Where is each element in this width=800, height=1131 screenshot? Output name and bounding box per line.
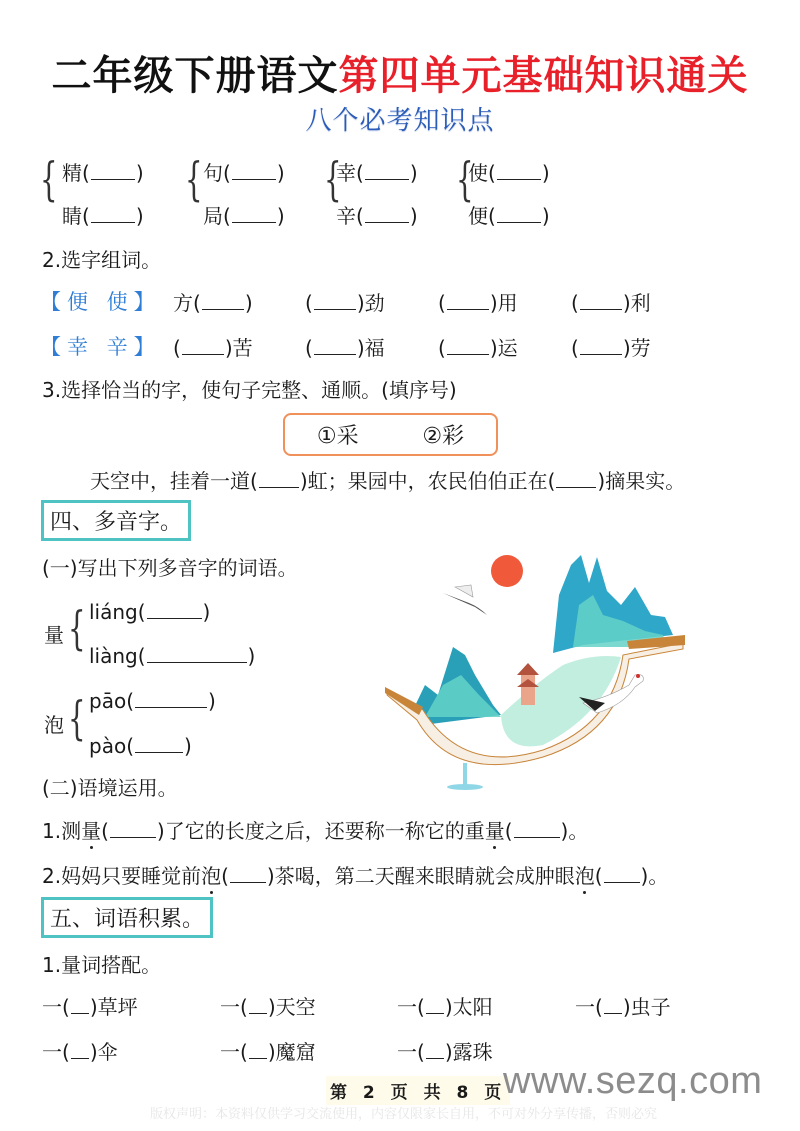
fill-sentence: 天空中，挂着一道( )虹；果园中，农民伯伯正在( )摘果实。 [90,469,686,493]
landscape-scroll-illustration [383,535,693,800]
copyright-note: 版权声明：本资料仅供学习交流使用，内容仅限家长自用，不可对外分享传播，否则必究 [150,1107,658,1122]
word-choice-row [40,337,760,361]
char-compare-groups [40,150,600,240]
landscape-icon [383,535,693,800]
brace-icon: { [40,152,58,206]
fill-item: ( )苦 [173,336,253,360]
answer-blank[interactable] [365,205,409,223]
measure-item: 一( )天空 [220,995,316,1019]
word-choice-row [40,292,760,316]
answer-blank[interactable] [232,205,276,223]
brace-icon: { [68,691,86,745]
answer-blank[interactable] [314,337,356,355]
reading-row: liáng( ) [89,600,211,624]
section-4-part1-heading: (一)写出下列多音字的词语。 [42,556,298,580]
answer-blank[interactable] [135,690,207,708]
section-4-title: 四、多音字。 [41,500,191,541]
fill-item: ( )劲 [305,291,385,315]
page-subtitle: 八个必考知识点 [305,106,495,136]
char-pair-bottom: 睛( ) [62,204,144,228]
answer-blank[interactable] [71,1041,89,1059]
answer-blank[interactable] [604,996,622,1014]
measure-word-row [42,996,762,1020]
answer-blank[interactable] [447,337,489,355]
char-pair-top: 句( ) [203,161,285,185]
reading-row: pāo( ) [89,689,216,713]
section-5-heading: 1.量词搭配。 [42,953,162,977]
polyphone-group [44,595,304,675]
answer-blank[interactable] [314,292,356,310]
char-pair-top: 幸( ) [336,161,418,185]
answer-blank[interactable] [580,337,622,355]
option-1: ①采 [316,424,359,449]
answer-blank[interactable] [497,205,541,223]
brace-icon: { [456,152,474,206]
answer-blank[interactable] [514,820,560,838]
measure-item: 一( )魔窟 [220,1040,316,1064]
answer-blank[interactable] [604,865,640,883]
measure-item: 一( )草坪 [42,995,138,1019]
answer-blank[interactable] [497,162,541,180]
answer-blank[interactable] [249,996,267,1014]
context-question-2: 2.妈妈只要睡觉前泡( )茶喝，第二天醒来眼睛就会成肿眼泡( )。 [42,864,669,888]
page-title [0,44,800,101]
answer-blank[interactable] [71,996,89,1014]
title-unit: 第四单元基础知识通关 [338,53,749,99]
answer-blank[interactable] [91,162,135,180]
brace-icon: { [324,152,342,206]
answer-blank[interactable] [110,820,156,838]
bracket-label: 【便 使】 [40,290,161,314]
fill-item: ( )用 [438,291,518,315]
answer-blank[interactable] [580,292,622,310]
measure-item: 一( )虫子 [575,995,671,1019]
title-grade: 二年级下册语文 [51,53,339,99]
measure-item: 一( )太阳 [397,995,493,1019]
answer-blank[interactable] [556,470,596,488]
answer-blank[interactable] [365,162,409,180]
measure-item: 一( )露珠 [397,1040,493,1064]
answer-blank[interactable] [426,996,444,1014]
options-box [283,413,498,456]
brace-icon: { [68,601,86,655]
polyphone-char: 泡 [44,713,64,737]
reading-row: pào( ) [89,734,192,758]
answer-blank[interactable] [232,162,276,180]
answer-blank[interactable] [202,292,244,310]
fill-item: ( )劳 [571,336,651,360]
page-number: 第 2 页 共 8 页 [326,1076,510,1105]
question-2-heading: 2.选字组词。 [42,248,162,272]
fill-item: ( )利 [571,291,651,315]
answer-blank[interactable] [230,865,266,883]
answer-blank[interactable] [147,601,202,619]
char-pair-top: 使( ) [468,161,550,185]
section-4-part2-heading: (二)语境运用。 [42,776,178,800]
answer-blank[interactable] [147,645,247,663]
polyphone-group [44,685,304,765]
fill-item: ( )福 [305,336,385,360]
polyphone-char: 量 [44,623,64,647]
answer-blank[interactable] [426,1041,444,1059]
answer-blank[interactable] [249,1041,267,1059]
watermark: www.sezq.com [503,1060,763,1102]
char-pair-bottom: 局( ) [203,204,285,228]
context-question-1: 1.测量( )了它的长度之后，还要称一称它的重量( )。 [42,819,589,843]
fill-item: ( )运 [438,336,518,360]
section-5-title: 五、词语积累。 [41,897,213,938]
answer-blank[interactable] [447,292,489,310]
char-pair-top: 精( ) [62,161,144,185]
answer-blank[interactable] [135,735,183,753]
brace-icon: { [185,152,203,206]
answer-blank[interactable] [91,205,135,223]
char-pair-bottom: 便( ) [468,204,550,228]
option-2: ②彩 [422,424,465,449]
answer-blank[interactable] [259,470,299,488]
fill-item: 方( ) [173,291,253,315]
reading-row: liàng( ) [89,644,256,668]
char-pair-bottom: 辛( ) [336,204,418,228]
answer-blank[interactable] [182,337,224,355]
bracket-label: 【幸 辛】 [40,335,161,359]
question-3-heading: 3.选择恰当的字，使句子完整、通顺。(填序号) [42,378,457,402]
measure-item: 一( )伞 [42,1040,118,1064]
